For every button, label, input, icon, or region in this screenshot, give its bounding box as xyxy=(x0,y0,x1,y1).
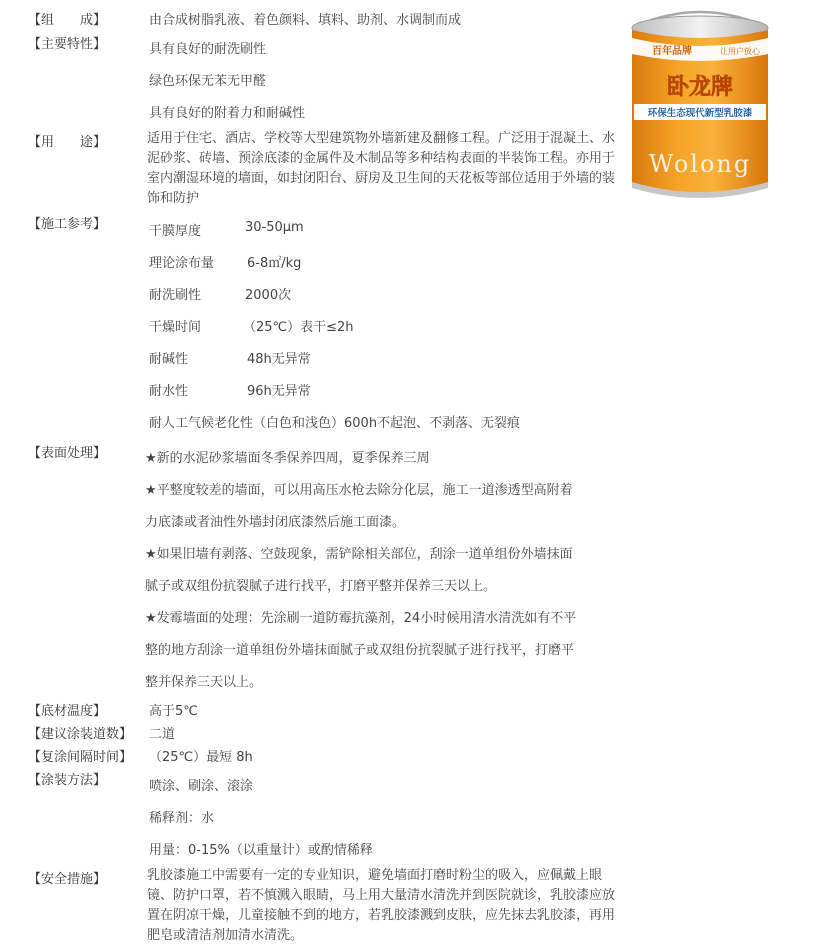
paint-bucket-image xyxy=(620,4,780,202)
method-line: 用量：0-15%（以重量计）或酌情稀释 xyxy=(149,843,373,858)
recoat-text: （25℃）最短 8h xyxy=(149,750,253,765)
construction-row-value: 2000次 xyxy=(245,288,292,303)
safety-text: 乳胶漆施工中需要有一定的专业知识，避免墙面打磨时粉尘的吸入，应佩戴上眼镜、防护口罩，若不慎溅入眼睛，马上用大量清水清洗并到医院就诊，乳胶漆应放置在阴凉干燥，儿童接触不到的地方，若乳胶漆溅到皮肤，应先抹去乳胶漆，再用肥皂或清洁剂加清水清洗。 xyxy=(147,868,616,943)
section-label-construction: 【施工参考】 xyxy=(28,217,107,232)
surface-line: ★发霉墙面的处理：先涂刷一道防霉抗藻剂，24小时候用清水清洗如有不平 xyxy=(145,611,577,626)
bucket-band-text-right: 让用户放心 xyxy=(720,47,760,56)
method-line: 稀释剂：水 xyxy=(149,811,215,826)
method-line: 喷涂、刷涂、滚涂 xyxy=(149,779,254,794)
surface-line: ★新的水泥砂浆墙面冬季保养四周，夏季保养三周 xyxy=(145,451,430,466)
section-label-surface: 【表面处理】 xyxy=(28,446,107,461)
construction-row-name: 理论涂布量 xyxy=(149,256,215,271)
coats-text: 二道 xyxy=(149,727,176,742)
construction-row-name: 干燥时间 xyxy=(149,320,202,335)
bucket-slogan: 环保生态现代新型乳胶漆 xyxy=(647,108,753,119)
section-label-recoat: 【复涂间隔时间】 xyxy=(28,750,133,765)
bucket-band-text: 百年品牌 xyxy=(652,46,692,57)
construction-row-value: 96h无异常 xyxy=(247,384,311,399)
feature-item: 具有良好的耐洗刷性 xyxy=(149,42,267,57)
feature-item: 绿色环保无苯无甲醛 xyxy=(149,74,267,89)
surface-line: 腻子或双组份抗裂腻子进行找平，打磨平整并保养三天以上。 xyxy=(145,579,497,594)
construction-row-name: 耐水性 xyxy=(149,384,189,399)
section-label-safety: 【安全措施】 xyxy=(28,872,107,887)
section-label-features: 【主要特性】 xyxy=(28,37,107,52)
bucket-brand: 卧龙牌 xyxy=(666,75,734,100)
construction-row-value: （25℃）表干≤2h xyxy=(243,320,354,335)
section-label-method: 【涂装方法】 xyxy=(28,773,107,788)
construction-row-name: 耐碱性 xyxy=(149,352,189,367)
surface-line: ★平整度较差的墙面，可以用高压水枪去除分化层，施工一道渗透型高附着 xyxy=(145,483,573,498)
section-label-composition: 【组 成】 xyxy=(28,13,107,28)
bucket-brand-en: Wolong xyxy=(648,150,752,178)
section-label-coats: 【建议涂装道数】 xyxy=(28,727,133,742)
substrate-temp-text: 高于5℃ xyxy=(149,704,198,719)
surface-line: 整并保养三天以上。 xyxy=(145,675,263,690)
construction-note: 耐人工气候老化性（白色和浅色）600h不起泡、不剥落、无裂痕 xyxy=(149,416,521,431)
construction-row-value: 30-50μm xyxy=(245,220,304,235)
construction-row-value: 6-8㎡/kg xyxy=(247,256,302,271)
usage-text: 适用于住宅、酒店、学校等大型建筑物外墙新建及翻修工程。广泛用于混凝土、水泥砂浆、砖墙、预涂底漆的金属件及木制品等多种结构表面的半装饰工程。亦用于室内潮湿环境的墙面，如封闭阳台、厨房及卫生间的天花板等部位适用于外墙的装饰和防护 xyxy=(147,131,616,206)
feature-item: 具有良好的附着力和耐碱性 xyxy=(149,106,306,121)
construction-row-name: 干膜厚度 xyxy=(149,224,202,239)
section-label-substrate-temp: 【底材温度】 xyxy=(28,704,107,719)
section-label-usage: 【用 途】 xyxy=(28,135,107,150)
surface-line: 力底漆或者油性外墙封闭底漆然后施工面漆。 xyxy=(145,515,406,530)
construction-row-value: 48h无异常 xyxy=(247,352,311,367)
surface-line: ★如果旧墙有剥落、空鼓现象，需铲除相关部位，刮涂一道单组份外墙抹面 xyxy=(145,547,573,562)
construction-row-name: 耐洗刷性 xyxy=(149,288,202,303)
composition-text: 由合成树脂乳液、着色颜料、填料、助剂、水调制而成 xyxy=(149,13,462,28)
surface-line: 整的地方刮涂一道单组份外墙抹面腻子或双组份抗裂腻子进行找平，打磨平 xyxy=(145,643,575,658)
